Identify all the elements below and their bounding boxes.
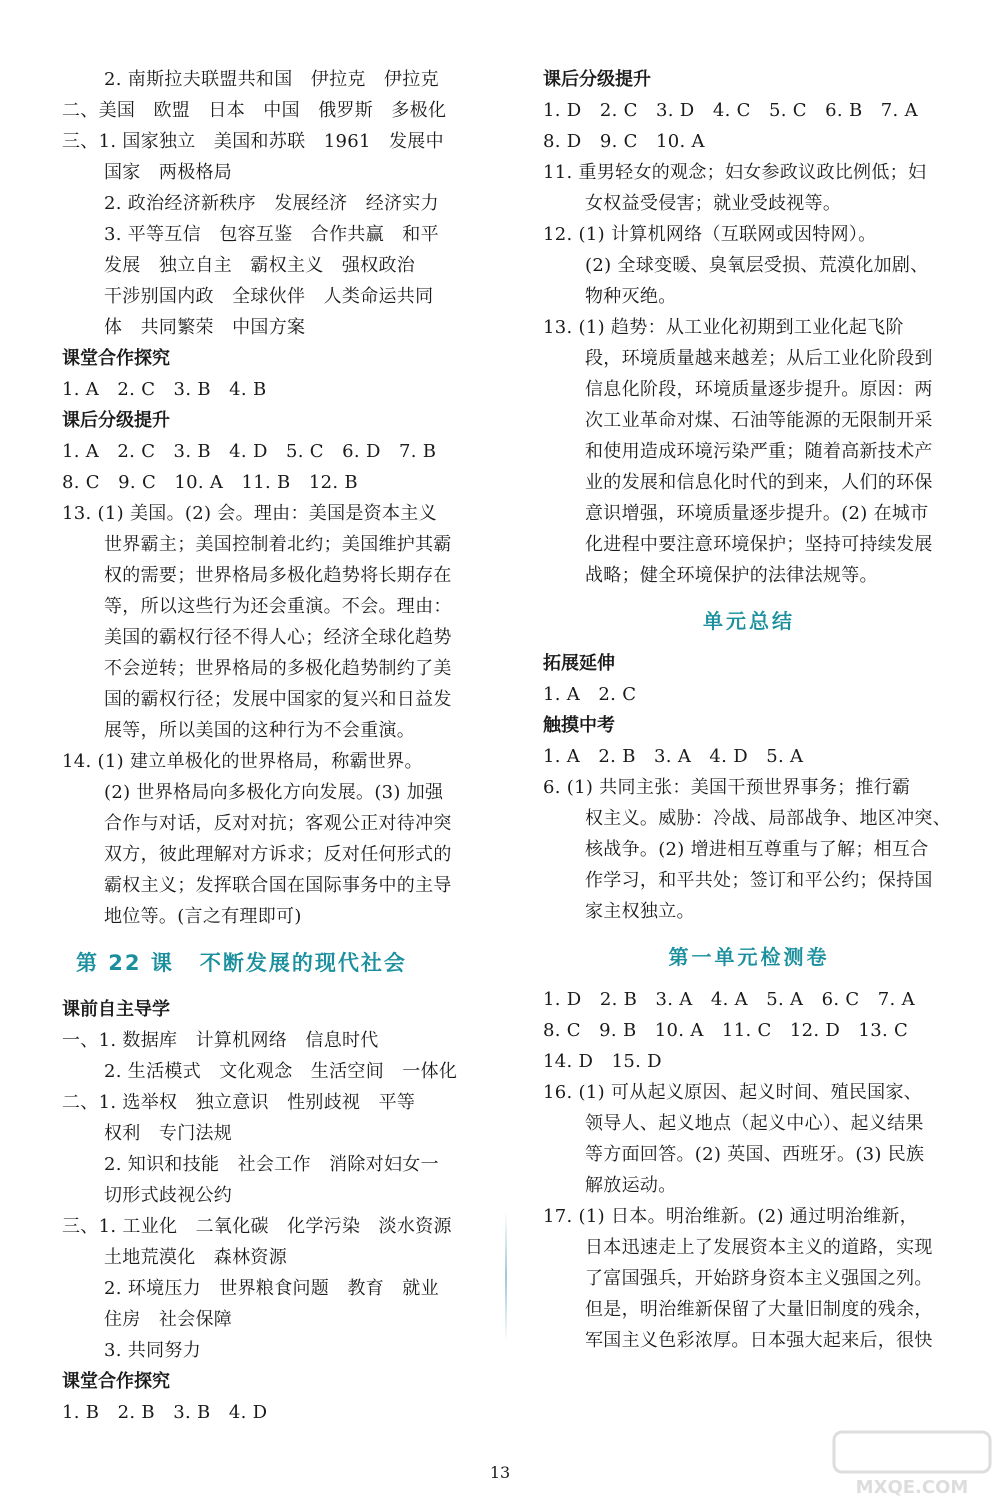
lesson-name: 不断发展的现代社会 bbox=[199, 951, 407, 975]
answer-line: 3. 共同努力 bbox=[104, 1340, 201, 1361]
answer-line: 1. A 2. C bbox=[543, 684, 637, 705]
answer-line: 合作与对话，反对对抗；客观公正对待冲突 bbox=[104, 813, 452, 834]
answer-line: 等，所以这些行为还会重演。不会。理由： bbox=[104, 596, 452, 617]
answer-line: 权的需要；世界格局多极化趋势将长期存在 bbox=[104, 565, 452, 586]
section-heading: 课前自主导学 bbox=[62, 999, 170, 1020]
answer-line: 作学习，和平共处；签订和平公约；保持国 bbox=[585, 870, 933, 891]
answer-line: 二、美国 欧盟 日本 中国 俄罗斯 多极化 bbox=[62, 100, 447, 121]
answer-line: 1. A 2. C 3. B 4. B bbox=[62, 379, 267, 400]
answer-line: 美国的霸权行径不得人心；经济全球化趋势 bbox=[104, 627, 452, 648]
left-column bbox=[62, 64, 474, 1428]
lesson-title bbox=[76, 945, 474, 982]
answer-line: 国家 两极格局 bbox=[104, 162, 233, 183]
answer-line: 2. 政治经济新秩序 发展经济 经济实力 bbox=[104, 193, 439, 214]
watermark-logo bbox=[832, 1430, 992, 1500]
answer-line: 1. D 2. C 3. D 4. C 5. C 6. B 7. A bbox=[543, 100, 918, 121]
answer-line: 8. D 9. C 10. A bbox=[543, 131, 705, 152]
answer-line: 1. A 2. B 3. A 4. D 5. A bbox=[543, 746, 804, 767]
answer-line: 2. 生活模式 文化观念 生活空间 一体化 bbox=[104, 1061, 458, 1082]
answer-line: 切形式歧视公约 bbox=[104, 1185, 233, 1206]
answer-line: 1. B 2. B 3. B 4. D bbox=[62, 1402, 268, 1423]
answer-line: 权利 专门法规 bbox=[104, 1123, 233, 1144]
answer-line: 3. 平等互信 包容互鉴 合作共赢 和平 bbox=[104, 224, 439, 245]
answer-line: 13. (1) 趋势：从工业化初期到工业化起飞阶 bbox=[543, 317, 904, 338]
section-heading: 触摸中考 bbox=[543, 715, 615, 736]
answer-line: 展等，所以美国的这种行为不会重演。 bbox=[104, 720, 416, 741]
answer-line: 13. (1) 美国。(2) 会。理由：美国是资本主义 bbox=[62, 503, 437, 524]
answer-line: 等方面回答。(2) 英国、西班牙。(3) 民族 bbox=[585, 1144, 925, 1165]
answer-line: 家主权独立。 bbox=[585, 901, 695, 922]
section-heading: 拓展延伸 bbox=[543, 653, 615, 674]
answer-line: 住房 社会保障 bbox=[104, 1309, 233, 1330]
unit-summary-title: 单元总结 bbox=[703, 609, 795, 633]
answer-line: 8. C 9. C 10. A 11. B 12. B bbox=[62, 472, 358, 493]
answer-line: 二、1. 选举权 独立意识 性别歧视 平等 bbox=[62, 1092, 416, 1113]
unit-test-title: 第一单元检测卷 bbox=[668, 945, 830, 969]
answer-line: 双方，彼此理解对方诉求；反对任何形式的 bbox=[104, 844, 452, 865]
answer-line: 段，环境质量越来越差；从后工业化阶段到 bbox=[585, 348, 933, 369]
answer-line: 12. (1) 计算机网络（互联网或因特网）。 bbox=[543, 224, 877, 245]
answer-line: 2. 南斯拉夫联盟共和国 伊拉克 伊拉克 bbox=[104, 69, 439, 90]
watermark-text: MXQE.COM bbox=[855, 1477, 969, 1498]
answer-line: 8. C 9. B 10. A 11. C 12. D 13. C bbox=[543, 1020, 909, 1041]
answer-line: 三、1. 工业化 二氧化碳 化学污染 淡水资源 bbox=[62, 1216, 452, 1237]
answer-line: 但是，明治维新保留了大量旧制度的残余， bbox=[585, 1299, 933, 1320]
section-heading: 课堂合作探究 bbox=[62, 1371, 170, 1392]
answer-line: 16. (1) 可从起义原因、起义时间、殖民国家、 bbox=[543, 1082, 923, 1103]
answer-line: 了富国强兵，开始跻身资本主义强国之列。 bbox=[585, 1268, 933, 1289]
answer-line: 领导人、起义地点（起义中心）、起义结果 bbox=[585, 1113, 924, 1134]
answer-line: (2) 世界格局向多极化方向发展。(3) 加强 bbox=[104, 782, 444, 803]
answer-line: 2. 环境压力 世界粮食问题 教育 就业 bbox=[104, 1278, 439, 1299]
answer-line: 信息化阶段，环境质量逐步提升。原因：两 bbox=[585, 379, 933, 400]
section-heading: 课后分级提升 bbox=[543, 69, 651, 90]
answer-line: 地位等。(言之有理即可) bbox=[104, 906, 302, 927]
answer-line: 14. (1) 建立单极化的世界格局，称霸世界。 bbox=[62, 751, 423, 772]
answer-line: 物种灭绝。 bbox=[585, 286, 677, 307]
answer-line: 三、1. 国家独立 美国和苏联 1961 发展中 bbox=[62, 131, 444, 152]
right-column bbox=[543, 64, 955, 1356]
answer-line: 1. D 2. B 3. A 4. A 5. A 6. C 7. A bbox=[543, 989, 915, 1010]
answer-line: 意识增强，环境质量逐步提升。(2) 在城市 bbox=[585, 503, 929, 524]
answer-line: 军国主义色彩浓厚。日本强大起来后，很快 bbox=[585, 1330, 933, 1351]
answer-line: 国的霸权行径；发展中国家的复兴和日益发 bbox=[104, 689, 452, 710]
answer-line: 6. (1) 共同主张：美国干预世界事务；推行霸 bbox=[543, 777, 911, 798]
answer-line: 1. A 2. C 3. B 4. D 5. C 6. D 7. B bbox=[62, 441, 437, 462]
answer-line: 化进程中要注意环境保护；坚持可持续发展 bbox=[585, 534, 933, 555]
answer-line: 11. 重男轻女的观念；妇女参政议政比例低；妇 bbox=[543, 162, 927, 183]
answer-line: 权主义。威胁：冷战、局部战争、地区冲突、 bbox=[585, 808, 951, 829]
answer-line: 土地荒漠化 森林资源 bbox=[104, 1247, 287, 1268]
answer-line: 战略；健全环境保护的法律法规等。 bbox=[585, 565, 878, 586]
answer-line: 发展 独立自主 霸权主义 强权政治 bbox=[104, 255, 416, 276]
answer-line: 体 共同繁荣 中国方案 bbox=[104, 317, 306, 338]
answer-line: (2) 全球变暖、臭氧层受损、荒漠化加剧、 bbox=[585, 255, 929, 276]
answer-line: 次工业革命对煤、石油等能源的无限制开采 bbox=[585, 410, 933, 431]
page-number: 13 bbox=[489, 1463, 511, 1482]
answer-line: 核战争。(2) 增进相互尊重与了解；相互合 bbox=[585, 839, 929, 860]
scan-artifact bbox=[505, 1212, 507, 1342]
answer-line: 2. 知识和技能 社会工作 消除对妇女一 bbox=[104, 1154, 439, 1175]
answer-line: 干涉别国内政 全球伙伴 人类命运共同 bbox=[104, 286, 434, 307]
answer-line: 日本迅速走上了发展资本主义的道路，实现 bbox=[585, 1237, 933, 1258]
answer-line: 业的发展和信息化时代的到来，人们的环保 bbox=[585, 472, 933, 493]
answer-line: 女权益受侵害；就业受歧视等。 bbox=[585, 193, 842, 214]
answer-line: 不会逆转；世界格局的多极化趋势制约了美 bbox=[104, 658, 452, 679]
answer-line: 14. D 15. D bbox=[543, 1051, 662, 1072]
answer-line: 世界霸主；美国控制着北约；美国维护其霸 bbox=[104, 534, 452, 555]
answer-line: 解放运动。 bbox=[585, 1175, 677, 1196]
answer-line: 一、1. 数据库 计算机网络 信息时代 bbox=[62, 1030, 379, 1051]
section-heading: 课后分级提升 bbox=[62, 410, 170, 431]
answer-line: 17. (1) 日本。明治维新。(2) 通过明治维新， bbox=[543, 1206, 918, 1227]
section-heading: 课堂合作探究 bbox=[62, 348, 170, 369]
lesson-number: 第 22 课 bbox=[76, 951, 174, 975]
answer-line: 霸权主义；发挥联合国在国际事务中的主导 bbox=[104, 875, 452, 896]
answer-line: 和使用造成环境污染严重；随着高新技术产 bbox=[585, 441, 933, 462]
